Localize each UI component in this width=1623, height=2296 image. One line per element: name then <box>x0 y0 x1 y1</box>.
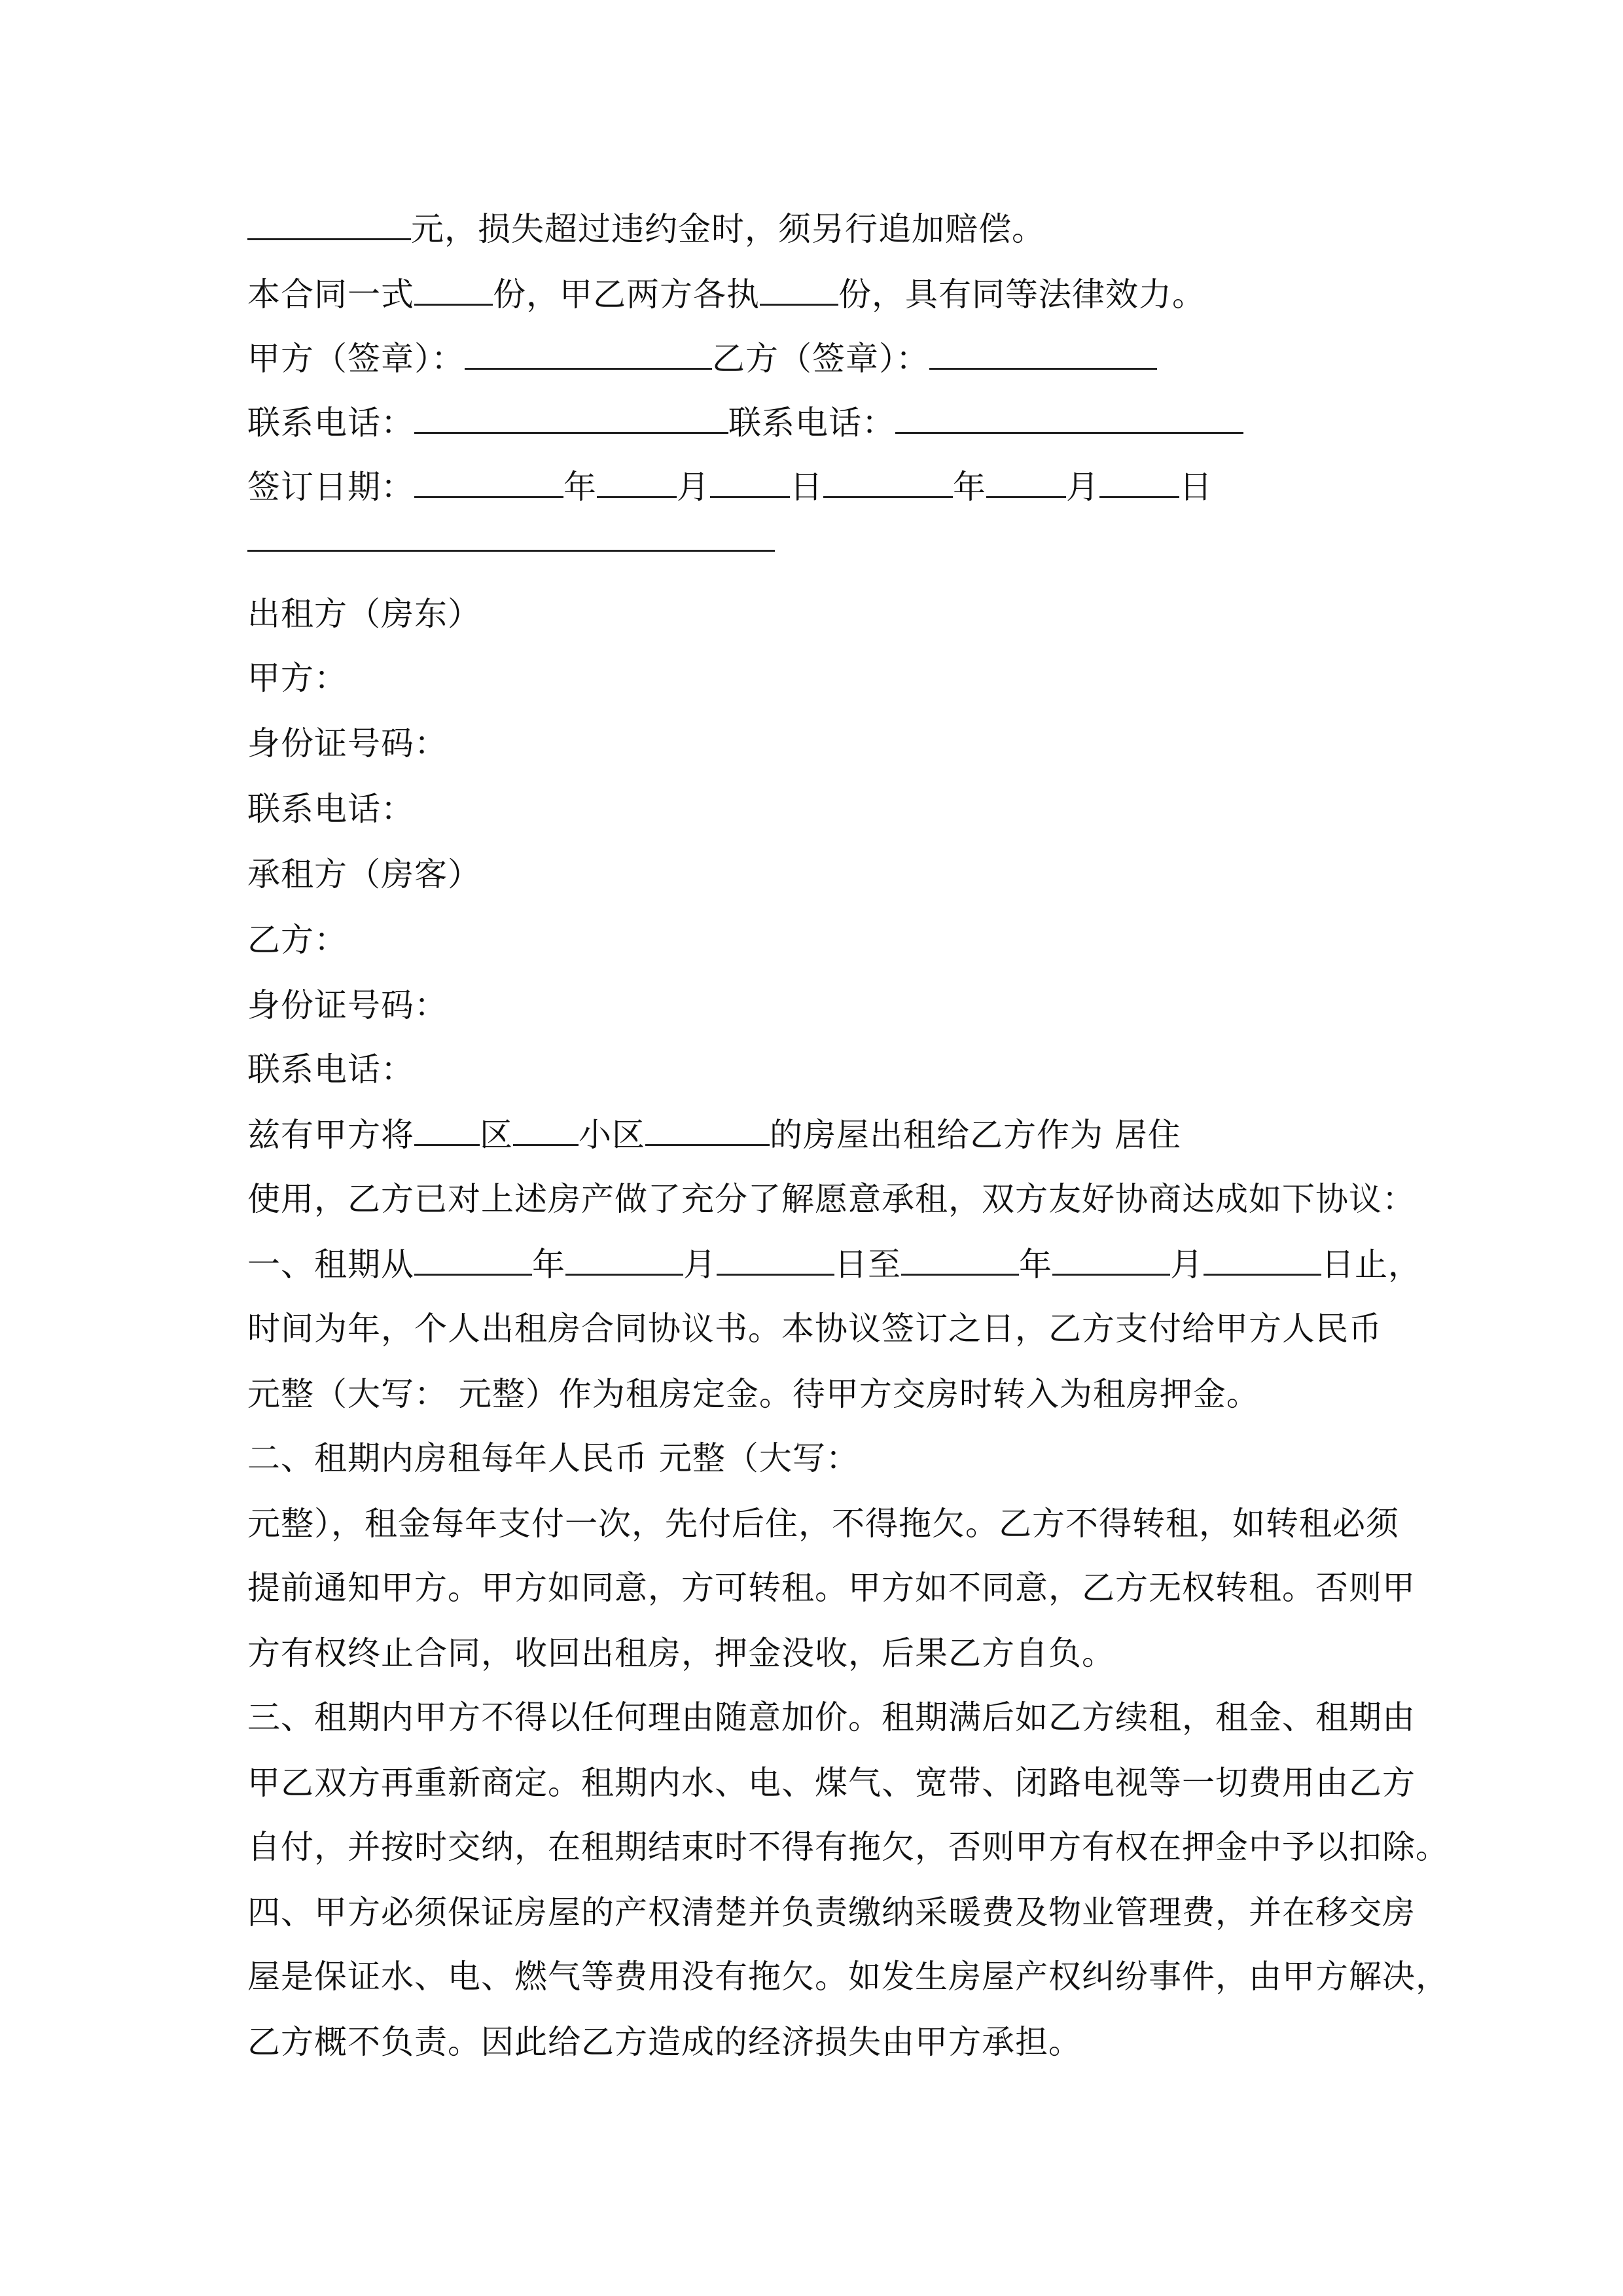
penalty-line <box>247 209 1045 249</box>
copies-text-b: 份，甲乙两方各执 <box>493 276 760 314</box>
copies-line <box>247 275 1205 314</box>
party-a-signature-blank[interactable] <box>465 339 712 370</box>
party-a-id-label: 身份证号码： <box>247 725 448 762</box>
term-end-day-blank[interactable] <box>1204 1245 1321 1276</box>
term-end-text: 日止， <box>1321 1246 1421 1283</box>
copies-text-a: 本合同一式 <box>247 276 414 314</box>
clause-3-line-2: 甲乙双方再重新商定。租期内水、电、煤气、宽带、闭路电视等一切费用由乙方 <box>247 1764 1416 1802</box>
term-month-text-1: 月 <box>683 1246 717 1283</box>
term-text-a: 一、租期从 <box>247 1246 414 1283</box>
term-start-year-blank[interactable] <box>414 1245 532 1276</box>
property-line <box>247 1115 1181 1155</box>
clause-2-line-3: 提前通知甲方。甲方如同意，方可转租。甲方如不同意，乙方无权转租。否则甲 <box>247 1569 1416 1607</box>
sign-date-label: 签订日期： <box>247 468 414 506</box>
year-blank-2[interactable] <box>823 467 953 498</box>
month-blank-1[interactable] <box>597 467 677 498</box>
property-text-a: 兹有甲方将 <box>247 1116 414 1154</box>
address-blank[interactable] <box>645 1115 770 1146</box>
party-b-contact-label: 联系电话： <box>247 1050 414 1088</box>
year-text-1: 年 <box>563 468 597 506</box>
term-year-text-1: 年 <box>532 1246 565 1283</box>
day-blank-2[interactable] <box>1099 467 1179 498</box>
term-to-text: 日至 <box>834 1246 901 1283</box>
party-b-signature-label: 乙方（签章）： <box>712 340 929 378</box>
party-b-label: 乙方： <box>247 921 348 959</box>
day-blank-1[interactable] <box>710 467 790 498</box>
year-text-2: 年 <box>953 468 986 506</box>
copies-total-blank[interactable] <box>414 275 493 306</box>
district-blank[interactable] <box>414 1115 480 1146</box>
day-text-1: 日 <box>790 468 823 506</box>
party-a-phone-label: 联系电话： <box>247 404 414 442</box>
month-text-2: 月 <box>1066 468 1099 506</box>
party-b-phone-label: 联系电话： <box>728 404 895 442</box>
property-text-d: 的房屋出租给乙方作为 居住 <box>770 1116 1181 1154</box>
term-start-day-blank[interactable] <box>717 1245 834 1276</box>
landlord-header: 出租方（房东） <box>247 595 481 633</box>
month-blank-2[interactable] <box>986 467 1066 498</box>
party-a-signature-label: 甲方（签章）： <box>247 340 465 378</box>
party-b-id-label: 身份证号码： <box>247 986 448 1024</box>
party-a-label: 甲方： <box>247 659 348 697</box>
sign-date-line <box>247 467 1213 507</box>
term-month-text-2: 月 <box>1170 1246 1204 1283</box>
purpose-paragraph: 使用，乙方已对上述房产做了充分了解愿意承租，双方友好协商达成如下协议： <box>247 1180 1416 1218</box>
term-end-year-blank[interactable] <box>901 1245 1019 1276</box>
clause-3-line-3: 自付，并按时交纳，在租期结束时不得有拖欠，否则甲方有权在押金中予以扣除。 <box>247 1828 1449 1866</box>
month-text-1: 月 <box>677 468 710 506</box>
party-a-contact-label: 联系电话： <box>247 790 414 828</box>
copies-each-blank[interactable] <box>760 275 838 306</box>
clause-3-line-1: 三、租期内甲方不得以任何理由随意加价。租期满后如乙方续租，租金、租期由 <box>247 1698 1416 1736</box>
phone-line <box>247 403 1243 442</box>
copies-text-c: 份，具有同等法律效力。 <box>838 276 1205 314</box>
tenant-header: 承租方（房客） <box>247 855 481 893</box>
community-blank[interactable] <box>513 1115 579 1146</box>
property-text-b: 区 <box>480 1116 513 1154</box>
clause-1-line-2: 时间为年，个人出租房合同协议书。本协议签订之日，乙方支付给甲方人民币 <box>247 1310 1382 1348</box>
term-year-text-2: 年 <box>1019 1246 1052 1283</box>
clause-2-line-2: 元整），租金每年支付一次，先付后住，不得拖欠。乙方不得转租，如转租必须 <box>247 1505 1399 1543</box>
amount-blank[interactable] <box>247 209 411 240</box>
clause-2-line-4: 方有权终止合同，收回出租房，押金没收，后果乙方自负。 <box>247 1634 1115 1672</box>
year-blank-1[interactable] <box>414 467 563 498</box>
term-line <box>247 1245 1421 1284</box>
signature-line <box>247 339 1157 378</box>
clause-4-line-3: 乙方概不负责。因此给乙方造成的经济损失由甲方承担。 <box>247 2023 1082 2061</box>
clause-4-line-2: 屋是保证水、电、燃气等费用没有拖欠。如发生房屋产权纠纷事件，由甲方解决， <box>247 1958 1449 1996</box>
party-b-signature-blank[interactable] <box>929 339 1157 370</box>
term-end-month-blank[interactable] <box>1052 1245 1170 1276</box>
day-text-2: 日 <box>1179 468 1213 506</box>
penalty-text: 元，损失超过违约金时，须另行追加赔偿。 <box>411 210 1045 248</box>
clause-4-line-1: 四、甲方必须保证房屋的产权清楚并负责缴纳采暖费及物业管理费，并在移交房 <box>247 1893 1416 1931</box>
term-start-month-blank[interactable] <box>565 1245 683 1276</box>
clause-1-line-3: 元整（大写： 元整）作为租房定金。待甲方交房时转入为租房押金。 <box>247 1375 1260 1413</box>
property-text-c: 小区 <box>579 1116 645 1154</box>
clause-2-line-1: 二、租期内房租每年人民币 元整（大写： <box>247 1439 859 1477</box>
party-a-phone-blank[interactable] <box>414 403 728 434</box>
party-b-phone-blank[interactable] <box>895 403 1243 434</box>
section-divider <box>247 550 775 552</box>
